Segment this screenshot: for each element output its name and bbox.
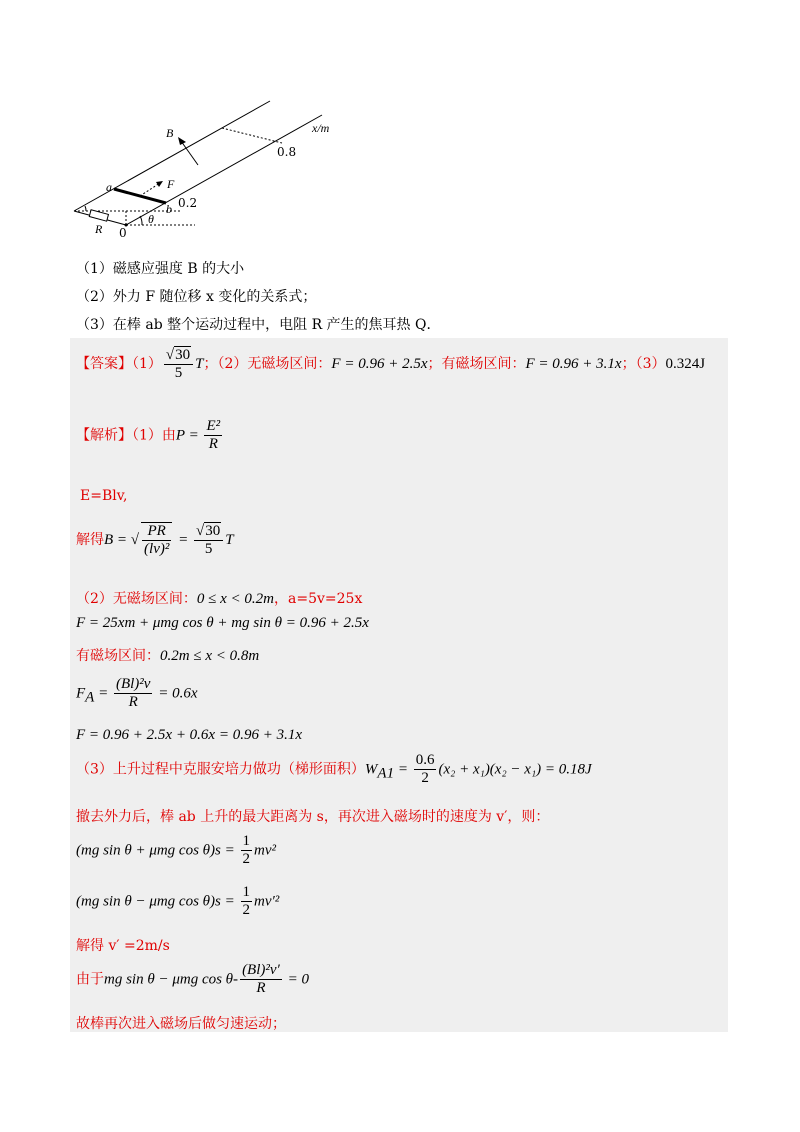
- energy-down-fraction: $\frac{1}{2}$: [242, 884, 251, 918]
- label-08: 0.8: [277, 145, 297, 159]
- answer-q: 0.324J: [665, 356, 706, 372]
- part2-field-interval: 0.2m ≤ x < 0.8m: [160, 648, 260, 664]
- eq-p-lhs: P =: [175, 427, 203, 444]
- energy-eq-up: (mg sin θ + μmg cos θ)s = $\frac{1}{2}$ mv²: [76, 833, 277, 867]
- part2-field-range: [76, 645, 259, 665]
- answer-sep3: ；（3）: [621, 356, 666, 372]
- answer-line: [76, 346, 705, 382]
- label-theta: θ: [148, 212, 154, 226]
- analysis-p1: （1）由: [132, 427, 176, 444]
- eq-b-result: $\frac{√30}{5}$: [194, 522, 223, 558]
- ampere-force-eq: $F_A$ = $\frac{\text{(Bl)²v}}{R}$ = 0.6x: [76, 676, 198, 710]
- due-label: 由于: [76, 971, 104, 988]
- analysis-tag: 【解析】: [76, 427, 132, 444]
- eq-b-fraction: $\frac{PR}{\text{(lv)²}}$: [141, 522, 172, 558]
- label-02: 0.2: [178, 196, 198, 210]
- part2-field-label: 有磁场区间：: [76, 648, 160, 664]
- eq-p-fraction: $\frac{\text{E²}}{R}$: [206, 418, 221, 452]
- balance-eq: 由于mg sin θ − μmg cos θ- $\frac{\text{(Bl)²v′}}{R}$ = 0: [76, 962, 309, 996]
- label-a: a: [106, 180, 112, 194]
- answer-part1: （1）: [132, 356, 162, 372]
- analysis-line-1: [76, 418, 224, 453]
- incline-rail-diagram: [60, 95, 350, 240]
- part3-remove-force: 撤去外力后，棒 ab 上升的最大距离为 s，再次进入磁场时的速度为 v′，则：: [76, 809, 550, 825]
- answer-tag: 【答案】: [76, 356, 132, 372]
- analysis-part2-range: [76, 588, 362, 608]
- analysis-e-blv: E=Blv,: [80, 488, 128, 504]
- answer-eq2: F = 0.96 + 3.1x: [525, 356, 622, 372]
- balance-fraction: $\frac{\text{(Bl)²v′}}{R}$: [242, 962, 280, 996]
- answer-unit: T: [195, 356, 204, 372]
- final-conclusion: 故棒再次进入磁场后做匀速运动；: [76, 1016, 286, 1032]
- part2-label: （2）无磁场区间：: [76, 591, 197, 607]
- answer-sep2: ；有磁场区间：: [427, 356, 526, 372]
- velocity-result: 解得 v′ =2m/s: [76, 938, 170, 954]
- work-fraction: $\frac{0.6}{2}$: [415, 752, 435, 786]
- part2-range: 0 ≤ x < 0.2m: [196, 591, 275, 607]
- part2-accel: ，a=5v=25x: [274, 591, 363, 607]
- eq-b-lhs: B =: [104, 532, 131, 548]
- analysis-solve-b: 解得B = √ $\frac{PR}{\text{(lv)²}}$ = $\frac{√30}{5}$ T: [76, 523, 234, 557]
- answer-eq1: F = 0.96 + 2.5x: [331, 356, 428, 372]
- question-2: （2）外力 F 随位移 x 变化的关系式；: [76, 289, 317, 305]
- answer-b-fraction: $\frac{√30}{5}$: [164, 346, 193, 382]
- label-x-axis: x/m: [312, 121, 330, 135]
- label-b-end: b: [166, 202, 172, 216]
- question-3: （3）在棒 ab 整个运动过程中，电阻 R 产生的焦耳热 Q．: [76, 317, 441, 333]
- energy-up-fraction: $\frac{1}{2}$: [242, 833, 251, 867]
- label-b-field: B: [166, 126, 174, 140]
- ampere-fraction: $\frac{\text{(Bl)²v}}{R}$: [115, 676, 151, 710]
- energy-eq-down: (mg sin θ − μmg cos θ)s = $\frac{1}{2}$ mv′²: [76, 884, 280, 918]
- part3-work-eq: （3）上升过程中克服安培力做功（梯形面积）$W_{A1}$ = $\frac{0.6}{2}$ (x₂ + x₁)(x₂ − x₁) = 0.18J: [76, 752, 592, 786]
- label-f: F: [167, 177, 175, 191]
- part3-label: （3）上升过程中克服安培力做功（梯形面积）: [76, 761, 365, 778]
- total-force-eq: F = 0.96 + 2.5x + 0.6x = 0.96 + 3.1x: [76, 727, 302, 743]
- part2-force-eq: F = 25xm + μmg cos θ + mg sin θ = 0.96 + 2.5x: [76, 615, 369, 631]
- label-r: R: [95, 222, 103, 236]
- answer-sep1: ；（2）无磁场区间：: [203, 356, 332, 372]
- solve-label: 解得: [76, 532, 104, 548]
- question-1: （1）磁感应强度 B 的大小: [76, 261, 245, 277]
- label-origin: 0: [119, 226, 127, 240]
